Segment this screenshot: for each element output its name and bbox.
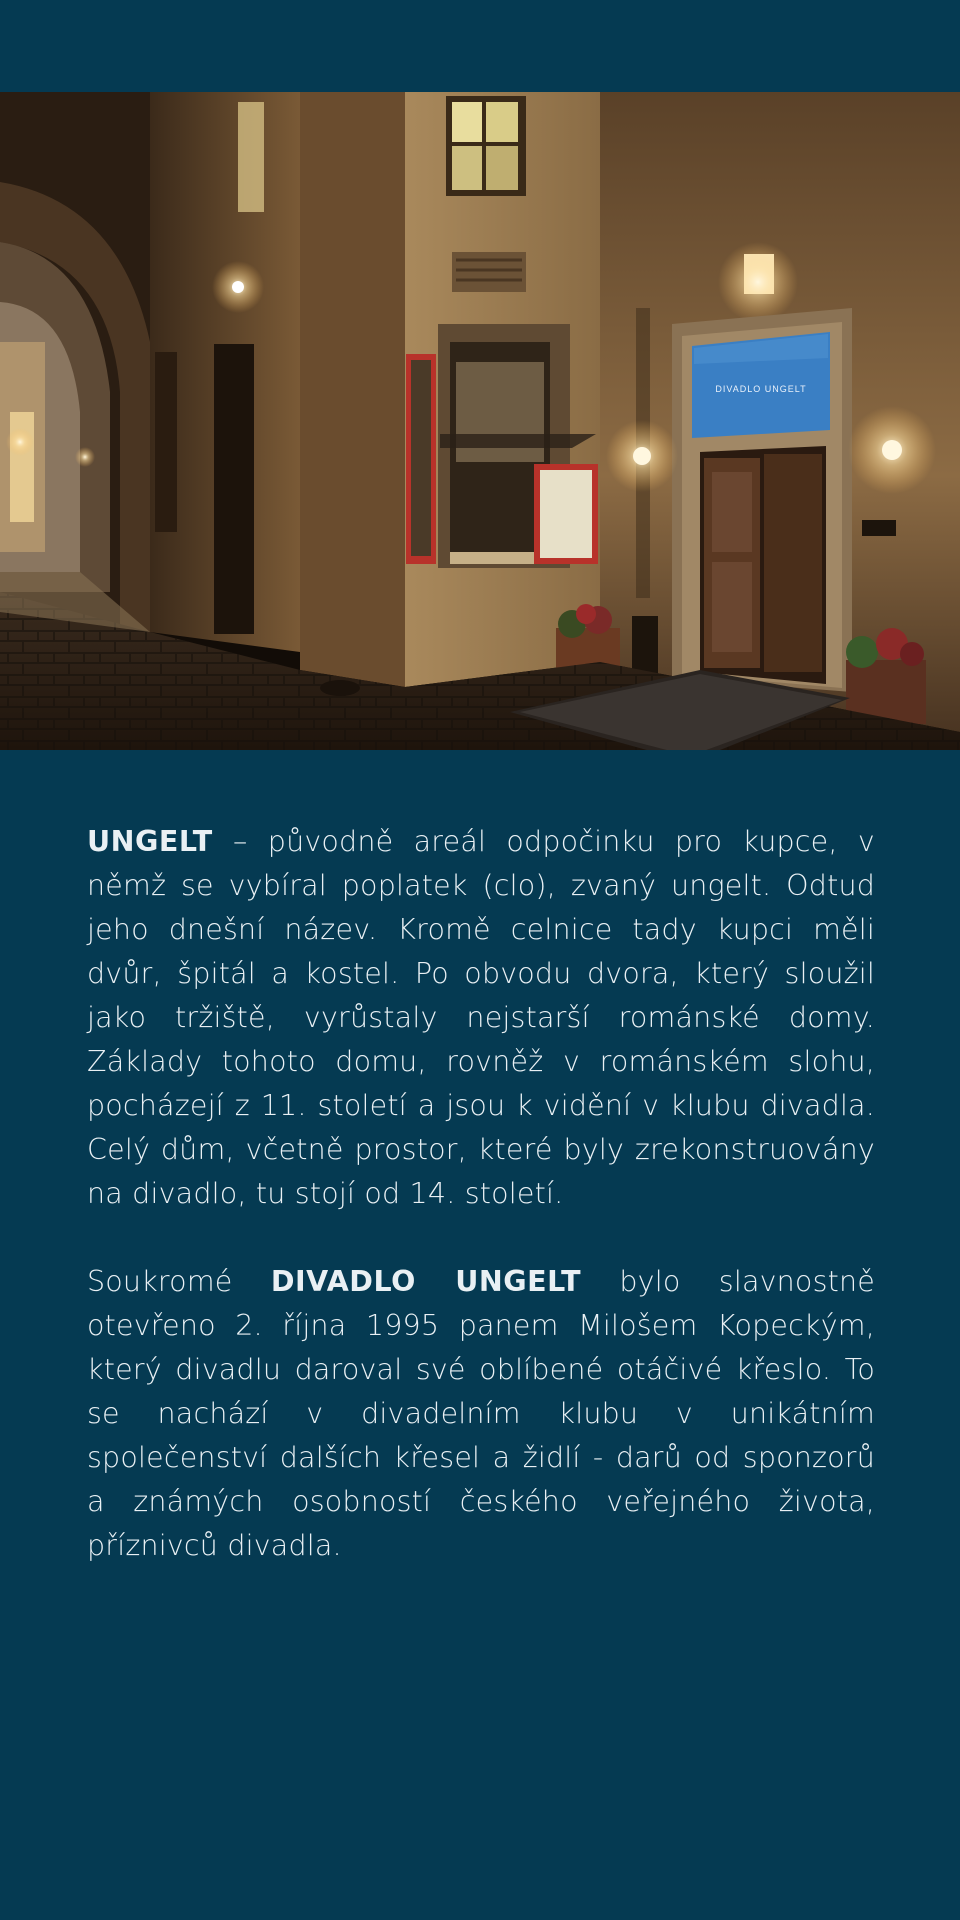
founding-text-start: Soukromé bbox=[87, 1265, 271, 1298]
paragraph-theatre-founding bbox=[87, 1260, 875, 1568]
ungelt-heading: UNGELT bbox=[87, 825, 213, 858]
theatre-sign-text: DIVADLO UNGELT bbox=[715, 384, 807, 394]
body-text bbox=[87, 820, 875, 1568]
theatre-entrance-photo bbox=[0, 92, 960, 750]
paragraph-ungelt-history bbox=[87, 820, 875, 1216]
founding-text-rest: bylo slavnostně otevřeno 2. října 1995 panem Milošem Kopeckým, který divadlu daroval své oblíbené otáčivé křeslo. To se nachází v divadelním klubu v unikátním společenství dalších křesel a židlí - darů od sponzorů a známých osobností českého veřejného života, příznivců divadla. bbox=[87, 1265, 875, 1562]
photo-illustration bbox=[0, 92, 960, 750]
ungelt-history-text: – původně areál odpočinku pro kupce, v němž se vybíral poplatek (clo), zvaný ungelt. Odtud jeho dnešní název. Kromě celnice tady kupci měli dvůr, špitál a kostel. Po obvodu dvora, který sloužil jako tržiště, vyrůstaly nejstarší románské domy. Základy tohoto domu, rovněž v románském slohu, pocházejí z 11. století a jsou k vidění v klubu divadla. Celý dům, včetně prostor, které byly zrekonstruovány na divadlo, tu stojí od 14. století. bbox=[87, 825, 875, 1210]
theatre-name: DIVADLO UNGELT bbox=[270, 1265, 582, 1298]
